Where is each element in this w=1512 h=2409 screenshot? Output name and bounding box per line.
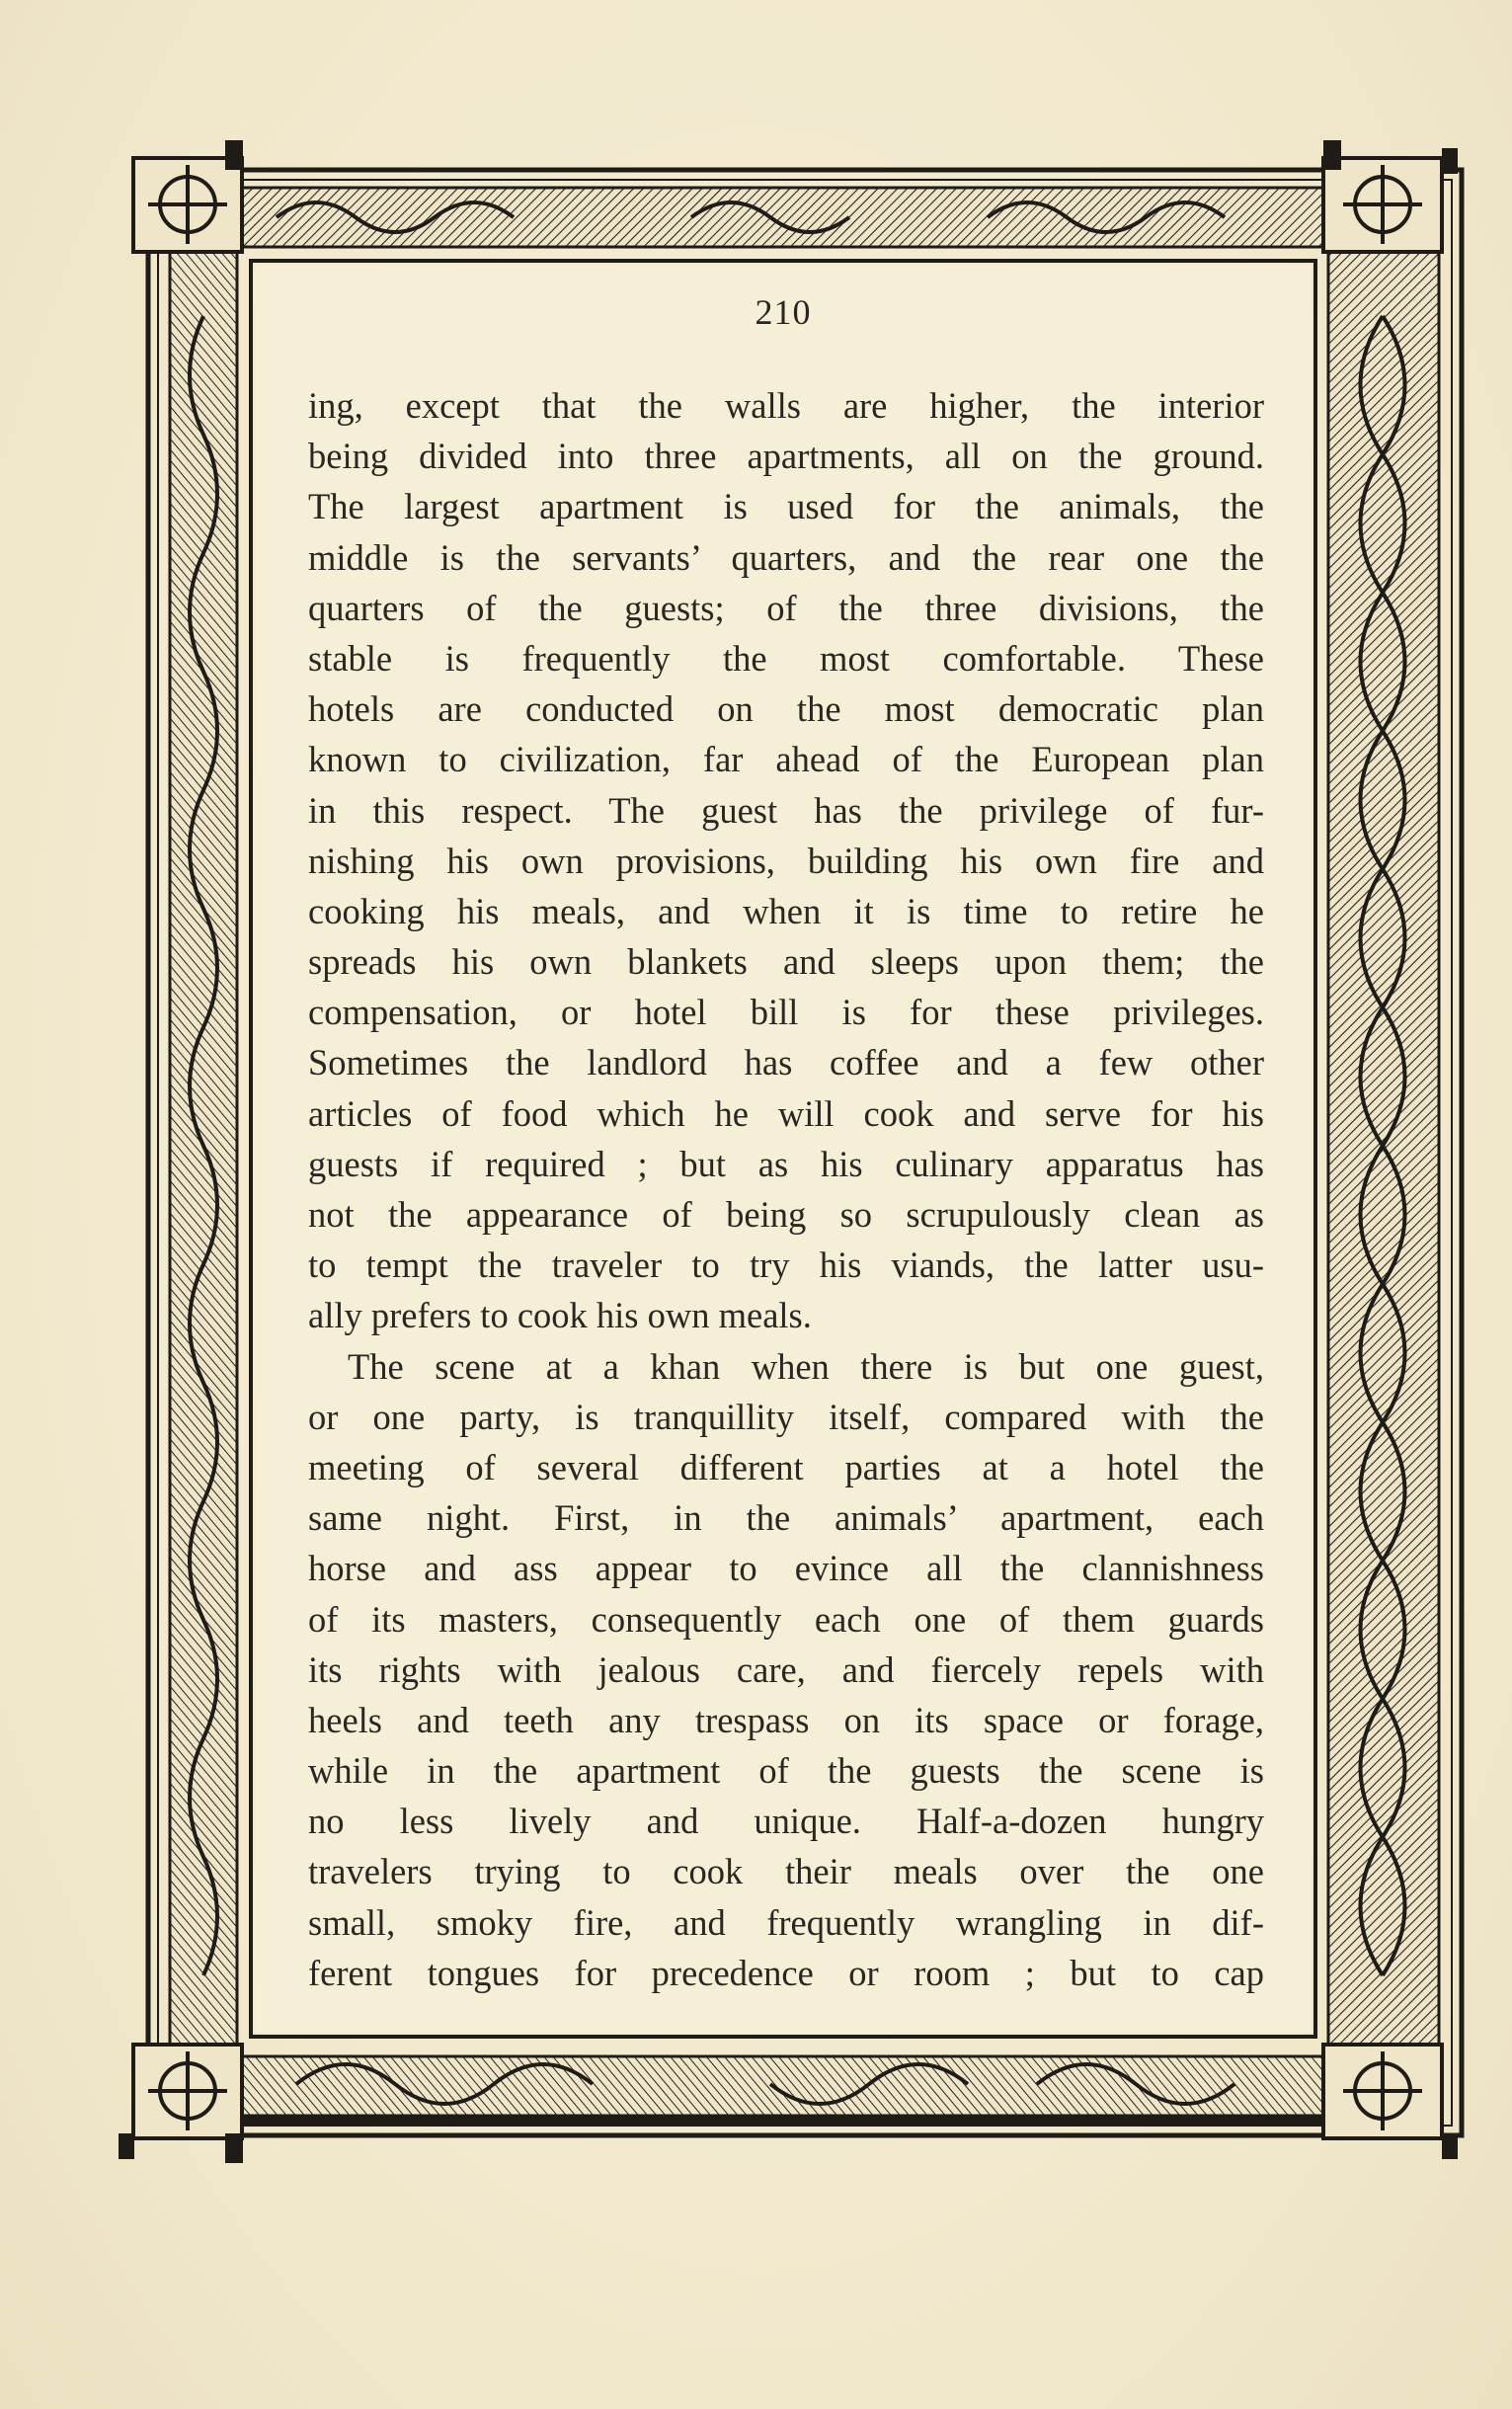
text-line: to tempt the traveler to try his viands, the latter usu- (308, 1245, 1264, 1286)
text-line: same night. First, in the animals’ apartment, each (308, 1497, 1264, 1539)
text-line: ferent tongues for precedence or room ; but to cap (308, 1952, 1264, 1993)
text-line: heels and teeth any trespass on its space or forage, (308, 1699, 1264, 1740)
text-line: travelers trying to cook their meals over the one (308, 1851, 1264, 1892)
text-line: its rights with jealous care, and fiercely repels with (308, 1648, 1264, 1690)
text-line: not the appearance of being so scrupulously clean as (308, 1194, 1264, 1235)
text-line: hotels are conducted on the most democratic plan (308, 688, 1264, 730)
text-line: no less lively and unique. Half-a-dozen hungry (308, 1801, 1264, 1842)
text-line: quarters of the guests; of the three divisions, the (308, 587, 1264, 628)
text-line: The largest apartment is used for the animals, the (308, 486, 1264, 527)
text-line: The scene at a khan when there is but one guest, (348, 1345, 1264, 1387)
text-line: in this respect. The guest has the privilege of fur- (308, 789, 1264, 831)
text-line: small, smoky fire, and frequently wrangling in dif- (308, 1901, 1264, 1943)
text-line: cooking his meals, and when it is time to retire he (308, 890, 1264, 931)
text-line: ally prefers to cook his own meals. (308, 1295, 812, 1336)
text-line: ing, except that the walls are higher, the interior (308, 385, 1264, 426)
text-line: stable is frequently the most comfortable. These (308, 637, 1264, 679)
text-line: compensation, or hotel bill is for these privileges. (308, 992, 1264, 1033)
page-number: 210 (755, 292, 812, 332)
text-line: spreads his own blankets and sleeps upon them; the (308, 941, 1264, 983)
body-text (308, 380, 1264, 1998)
text-line: nishing his own provisions, building his own fire and (308, 840, 1264, 881)
text-line: Sometimes the landlord has coffee and a few other (308, 1042, 1264, 1084)
text-line: middle is the servants’ quarters, and the rear one the (308, 536, 1264, 578)
text-line: horse and ass appear to evince all the clannishness (308, 1548, 1264, 1589)
text-line: guests if required ; but as his culinary apparatus has (308, 1143, 1264, 1184)
text-line: articles of food which he will cook and serve for his (308, 1092, 1264, 1134)
text-line: while in the apartment of the guests the scene is (308, 1750, 1264, 1792)
text-line: being divided into three apartments, all on the ground. (308, 436, 1264, 477)
text-line: or one party, is tranquillity itself, compared with the (308, 1396, 1264, 1437)
text-line: of its masters, consequently each one of them guards (308, 1598, 1264, 1640)
text-line: known to civilization, far ahead of the European plan (308, 739, 1264, 780)
text-line: meeting of several different parties at a hotel the (308, 1446, 1264, 1487)
